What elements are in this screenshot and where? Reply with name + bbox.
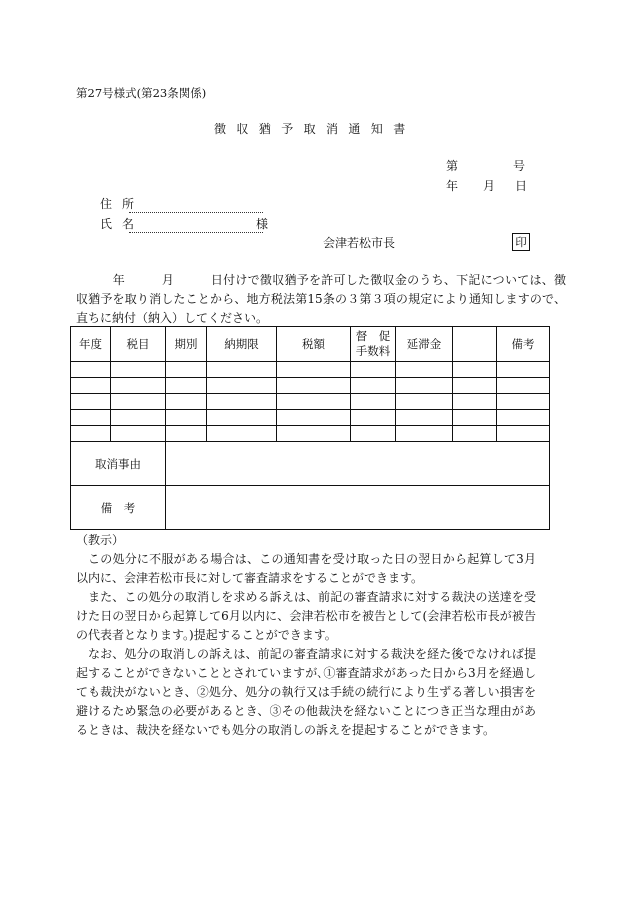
notice-paragraph-1: この処分に不服がある場合は、この通知書を受け取った日の翌日から起算して3月以内に、会津若松市長に対して審査請求をすることができます。 xyxy=(76,552,536,585)
issuer-name: 会津若松市長 xyxy=(323,236,396,250)
form-number-label: 第27号様式(第23条関係) xyxy=(76,86,207,100)
header-blank xyxy=(453,327,497,362)
table-cell xyxy=(166,410,207,426)
table-cell xyxy=(453,362,497,378)
document-title: 徴収猶予取消通知書 xyxy=(214,122,416,136)
table-cell xyxy=(351,362,396,378)
document-number-suffix: 号 xyxy=(513,159,526,173)
table-cell xyxy=(277,362,351,378)
document-number-prefix: 第 xyxy=(446,159,459,173)
table-row xyxy=(71,394,550,410)
table-cell xyxy=(453,410,497,426)
table-cell xyxy=(277,426,351,442)
table-cell xyxy=(351,378,396,394)
name-label: 氏名 xyxy=(100,217,145,231)
address-label: 住所 xyxy=(100,197,145,211)
table-cell xyxy=(396,426,453,442)
header-fiscal-year: 年度 xyxy=(71,327,111,362)
address-line xyxy=(129,212,263,213)
notification-body: 年 月 日付けで徴収猶予を許可した徴収金のうち、下記については、徴収猶予を取り消したことから、地方税法第15条の３第３項の規定により通知しますので、直ちに納付（納入）してください。 xyxy=(76,273,566,325)
remarks-row xyxy=(71,486,550,530)
notice-paragraph-2: また、この処分の取消しを求める訴えは、前記の審査請求に対する裁決の送達を受けた日の翌日から起算して6月以内に、会津若松市を被告として(会津若松市長が被告の代表者となります。)提起することができます。 xyxy=(76,590,536,642)
table-cell xyxy=(207,378,277,394)
table-row xyxy=(71,410,550,426)
table-cell xyxy=(453,426,497,442)
cancel-reason-field xyxy=(166,442,550,486)
name-line xyxy=(129,232,263,233)
table-cell xyxy=(207,394,277,410)
table-cell xyxy=(351,394,396,410)
table-cell xyxy=(111,426,166,442)
header-remarks: 備考 xyxy=(497,327,550,362)
table-cell xyxy=(207,410,277,426)
table-cell xyxy=(166,378,207,394)
table-row xyxy=(71,362,550,378)
date-month-label: 月 xyxy=(483,179,496,193)
table-cell xyxy=(71,378,111,394)
table-cell xyxy=(351,410,396,426)
table-cell xyxy=(396,362,453,378)
table-cell xyxy=(207,362,277,378)
table-cell xyxy=(453,394,497,410)
notice-heading: （教示） xyxy=(76,533,125,547)
table-cell xyxy=(351,426,396,442)
honorific-label: 様 xyxy=(256,217,269,231)
table-cell xyxy=(166,394,207,410)
table-cell xyxy=(453,378,497,394)
header-tax-amount: 税額 xyxy=(277,327,351,362)
remarks-field xyxy=(166,486,550,530)
seal-mark: 印 xyxy=(512,233,530,251)
cancel-reason-label: 取消事由 xyxy=(71,442,166,486)
cancel-reason-row xyxy=(71,442,550,486)
table-row xyxy=(71,426,550,442)
table-cell xyxy=(277,410,351,426)
table-cell xyxy=(71,410,111,426)
table-cell xyxy=(497,378,550,394)
table-cell xyxy=(111,394,166,410)
header-dunning-line2: 手数料 xyxy=(355,344,391,358)
table-body xyxy=(71,362,550,442)
header-dunning-fee xyxy=(351,327,396,362)
table-cell xyxy=(277,378,351,394)
header-tax-item: 税目 xyxy=(111,327,166,362)
table-cell xyxy=(396,410,453,426)
table-cell xyxy=(497,410,550,426)
table-row xyxy=(71,378,550,394)
table-cell xyxy=(396,378,453,394)
table-cell xyxy=(111,362,166,378)
appeal-notice xyxy=(76,531,536,740)
table-cell xyxy=(497,394,550,410)
remarks-label: 備 考 xyxy=(71,486,166,530)
table-cell xyxy=(111,410,166,426)
date-year-label: 年 xyxy=(446,179,459,193)
date-day-label: 日 xyxy=(515,179,528,193)
header-dunning-line1: 督 促 xyxy=(355,329,391,343)
table-cell xyxy=(111,378,166,394)
tax-detail-table xyxy=(70,326,550,530)
table-header-row xyxy=(71,327,550,362)
notice-paragraph-3: なお、処分の取消しの訴えは、前記の審査請求に対する裁決を経た後でなければ提起することができないこととされていますが､①審査請求があった日から3月を経過しても裁決がないとき、②処分、処分の執行又は手続の続行により生ずる著しい損害を避けるため緊急の必要があるとき、③その他裁決を経ないことにつき正当な理由があるときは、裁決を経ないでも処分の取消しの訴えを提起することができます。 xyxy=(76,647,536,737)
table-cell xyxy=(71,426,111,442)
table-cell xyxy=(396,394,453,410)
table-cell xyxy=(497,362,550,378)
table-cell xyxy=(277,394,351,410)
table-cell xyxy=(166,362,207,378)
table-cell xyxy=(71,362,111,378)
table-cell xyxy=(71,394,111,410)
table-cell xyxy=(497,426,550,442)
table-cell xyxy=(207,426,277,442)
table-cell xyxy=(166,426,207,442)
header-period: 期別 xyxy=(166,327,207,362)
header-due-date: 納期限 xyxy=(207,327,277,362)
header-late-charge: 延滞金 xyxy=(396,327,453,362)
